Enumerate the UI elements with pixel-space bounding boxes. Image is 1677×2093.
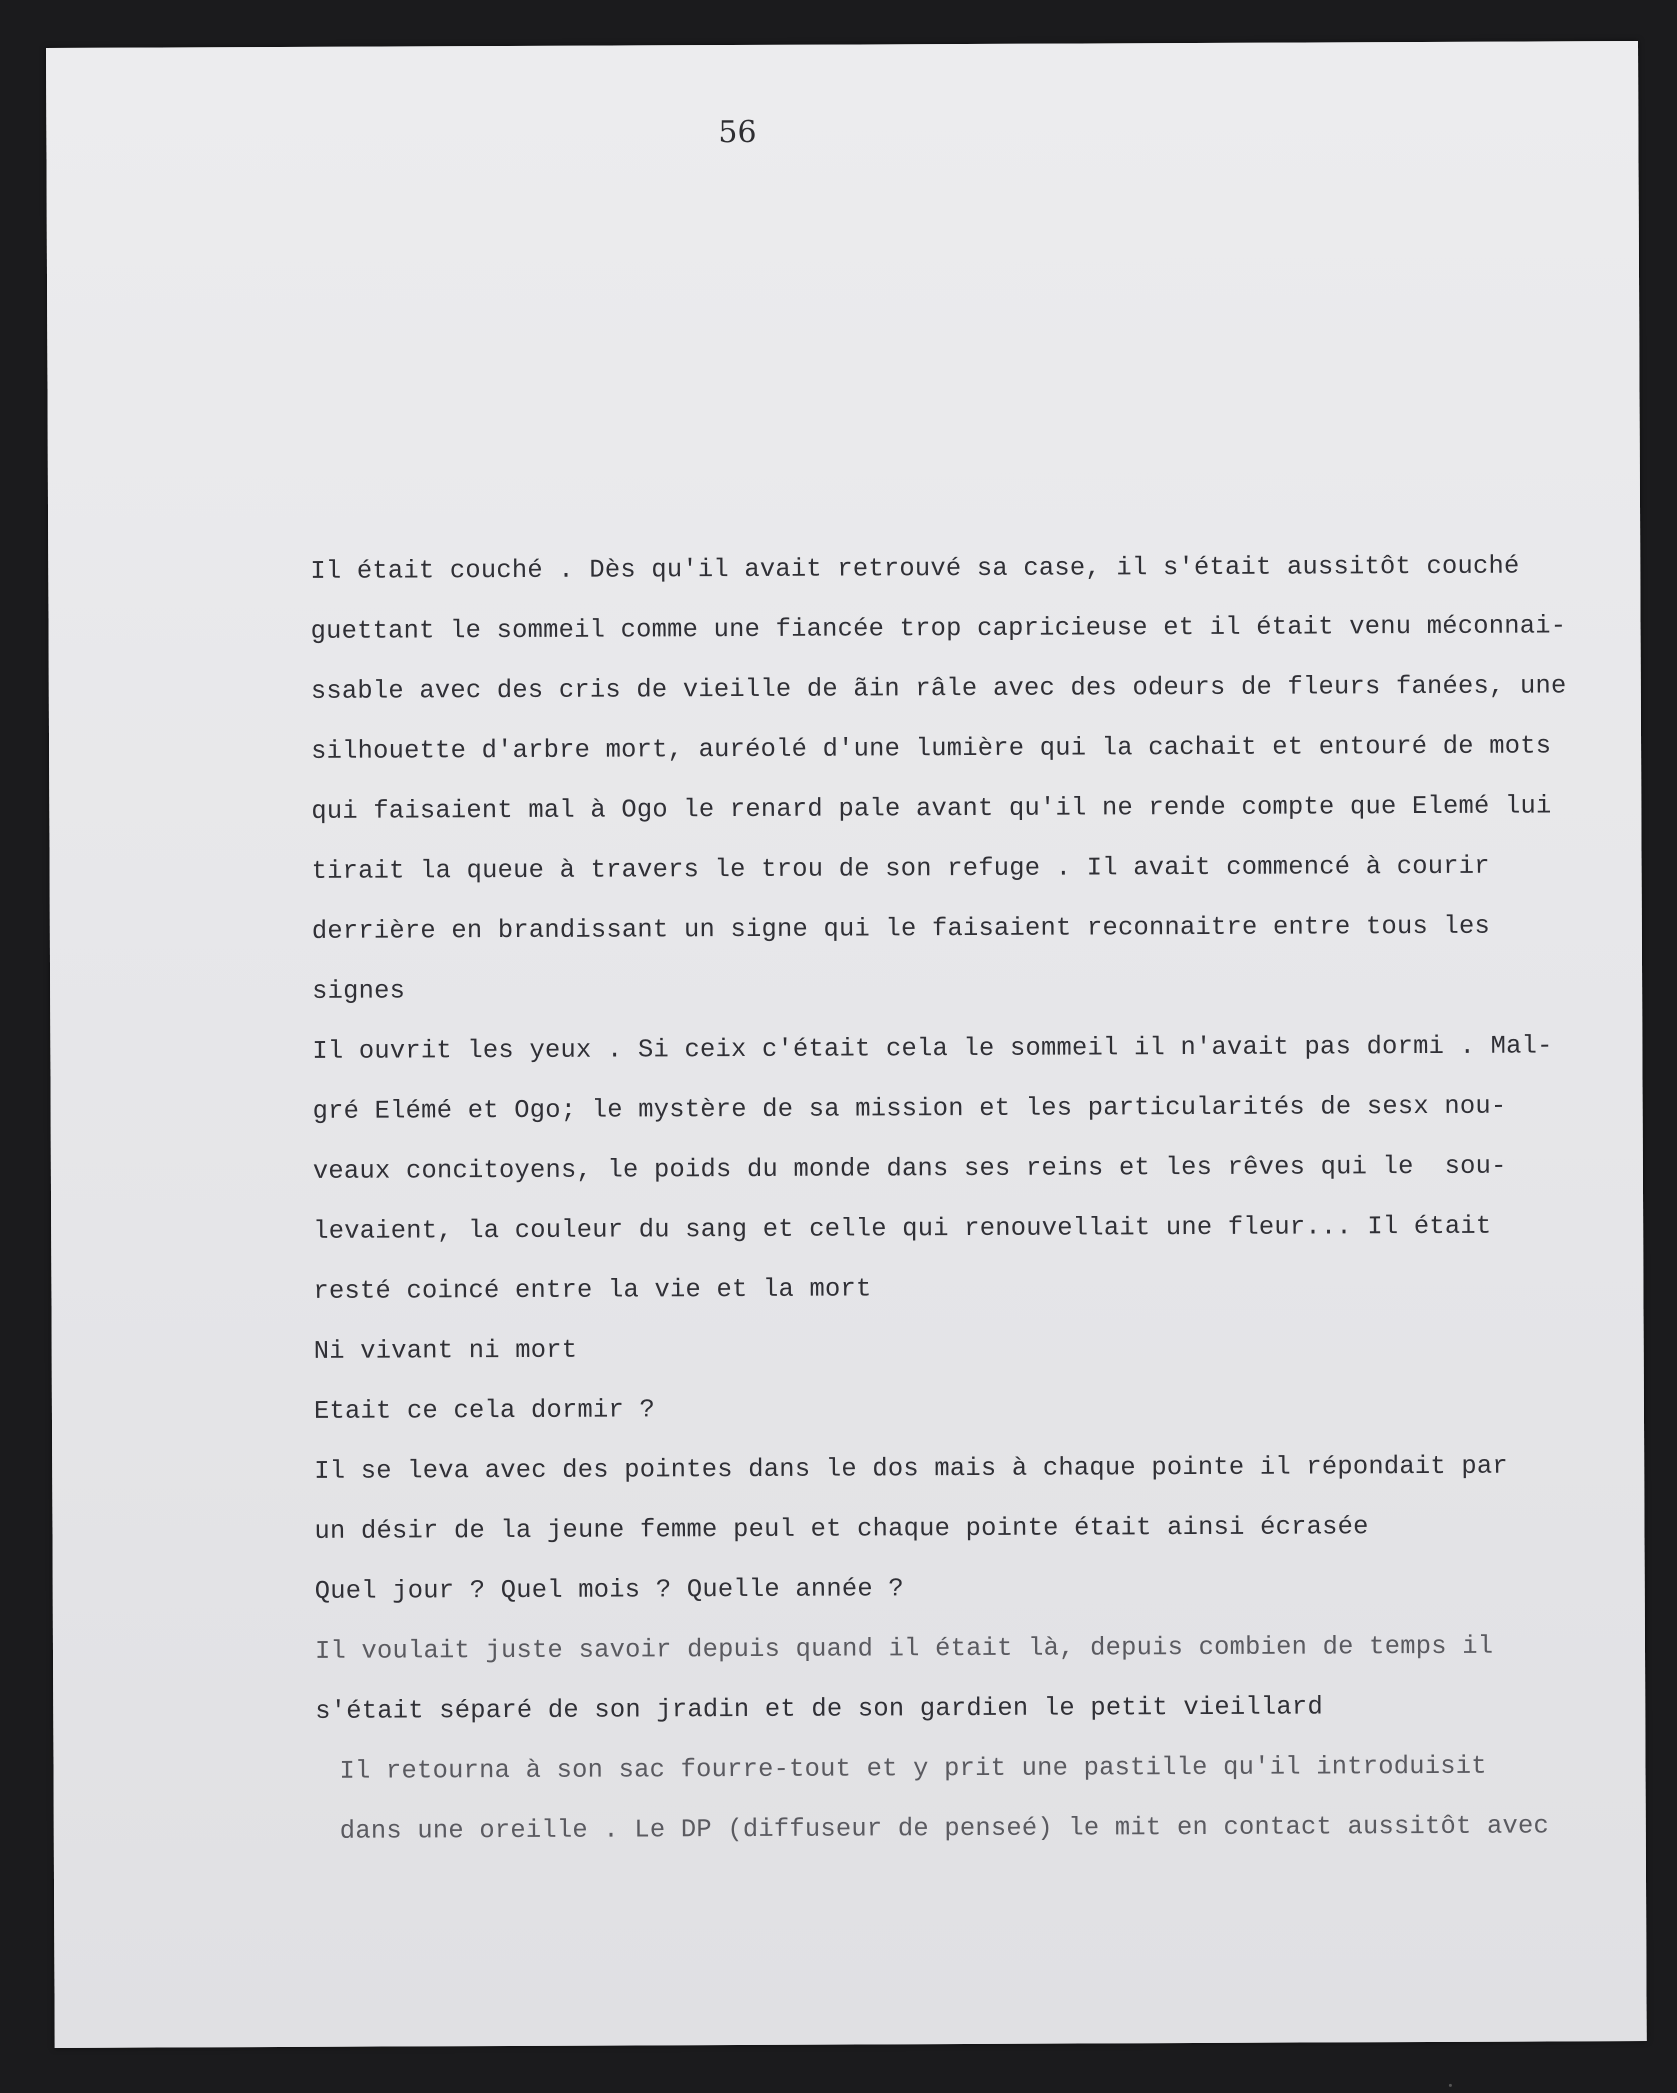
text-line: resté coincé entre la vie et la mort (313, 1274, 872, 1306)
text-line: derrière en brandissant un signe qui le faisaient reconnaitre entre tous les (311, 911, 1491, 946)
text-line: tirait la queue à travers le trou de son refuge . Il avait commencé à courir (311, 851, 1490, 886)
text-line: signes (312, 976, 406, 1006)
text-line: guettant le sommeil comme une fiancée trop capricieuse et il était venu méconnai- (310, 611, 1567, 646)
text-line: silhouette d'arbre mort, auréolé d'une lumière qui la cachait et entouré de mots (311, 731, 1552, 766)
text-line: Quel jour ? Quel mois ? Quelle année ? (314, 1574, 904, 1606)
text-line: Il ouvrit les yeux . Si ceix c'était cela le sommeil il n'avait pas dormi . Mal- (312, 1031, 1553, 1066)
text-line: Ni vivant ni mort (313, 1335, 578, 1366)
text-line: dans une oreille . Le DP (diffuseur de penseé) le mit en contact aussitôt avec (339, 1811, 1550, 1846)
paper-speck (1449, 2084, 1452, 2087)
text-line: Il se leva avec des pointes dans le dos mais à chaque pointe il répondait par (314, 1451, 1508, 1486)
text-line: Il retourna à son sac fourre-tout et y prit une pastille qu'il introduisit (339, 1751, 1487, 1786)
text-line: levaient, la couleur du sang et celle qui renouvellait une fleur... Il était (313, 1211, 1492, 1246)
text-line: gré Elémé et Ogo; le mystère de sa mission et les particularités de sesx nou- (312, 1091, 1507, 1126)
body-text (310, 536, 1636, 1862)
typewritten-page (46, 41, 1647, 2048)
text-line: s'était séparé de son jradin et de son gardien le petit vieillard (315, 1692, 1323, 1726)
text-line: un désir de la jeune femme peul et chaque pointe était ainsi écrasée (314, 1512, 1369, 1546)
text-line: veaux concitoyens, le poids du monde dans ses reins et les rêves qui le sou- (312, 1151, 1507, 1186)
text-line: Etait ce cela dormir ? (313, 1395, 656, 1426)
page-number: 56 (718, 114, 757, 151)
text-line: qui faisaient mal à Ogo le renard pale avant qu'il ne rende compte que Elemé lui (311, 791, 1552, 826)
text-line: ssable avec des cris de vieille de ãin râle avec des odeurs de fleurs fanées, une (310, 671, 1567, 706)
text-line: Il voulait juste savoir depuis quand il était là, depuis combien de temps il (314, 1631, 1494, 1666)
text-line: Il était couché . Dès qu'il avait retrouvé sa case, il s'était aussitôt couché (310, 551, 1520, 586)
